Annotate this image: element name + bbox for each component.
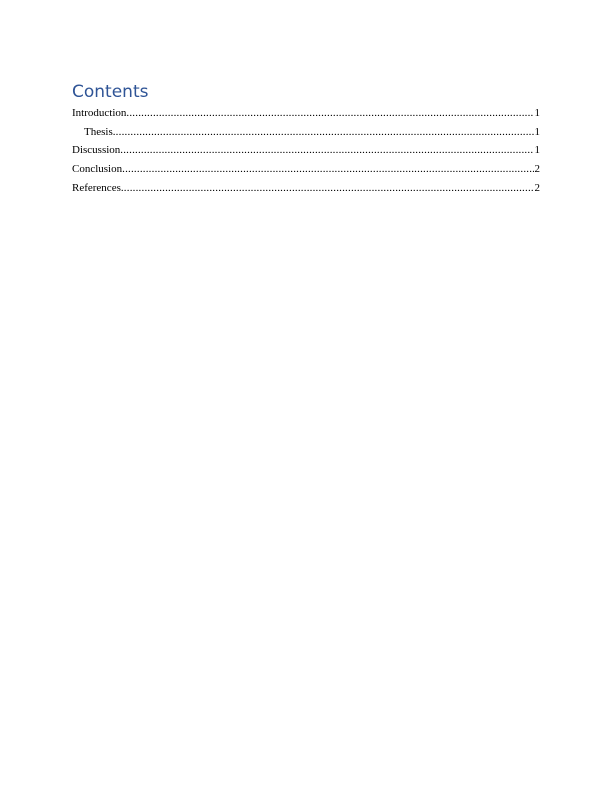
toc-entry-label: Discussion	[72, 144, 121, 157]
toc-page-number: 2	[534, 181, 540, 194]
toc-dot-leader	[120, 141, 533, 160]
toc-dot-leader	[113, 123, 534, 142]
toc-entry-conclusion[interactable]	[72, 160, 540, 179]
toc-entry-label: References	[72, 181, 121, 194]
toc-entry-discussion[interactable]	[72, 141, 540, 160]
toc-entry-references[interactable]	[72, 179, 540, 198]
toc-entry-label: Thesis	[84, 125, 113, 138]
table-of-contents	[72, 81, 540, 197]
toc-dot-leader	[122, 160, 533, 179]
toc-entry-introduction[interactable]	[72, 104, 540, 123]
toc-page-number: 1	[534, 107, 540, 119]
toc-page-number: 1	[534, 144, 540, 157]
toc-page-number: 2	[534, 163, 540, 176]
toc-heading: Contents	[72, 82, 149, 102]
toc-list	[72, 104, 540, 197]
toc-page-number: 1	[534, 125, 540, 138]
toc-entry-label: Conclusion	[72, 163, 123, 176]
toc-entry-thesis[interactable]	[72, 123, 540, 142]
toc-dot-leader	[121, 179, 534, 198]
toc-dot-leader	[126, 104, 533, 123]
toc-entry-label: Introduction	[72, 107, 127, 119]
